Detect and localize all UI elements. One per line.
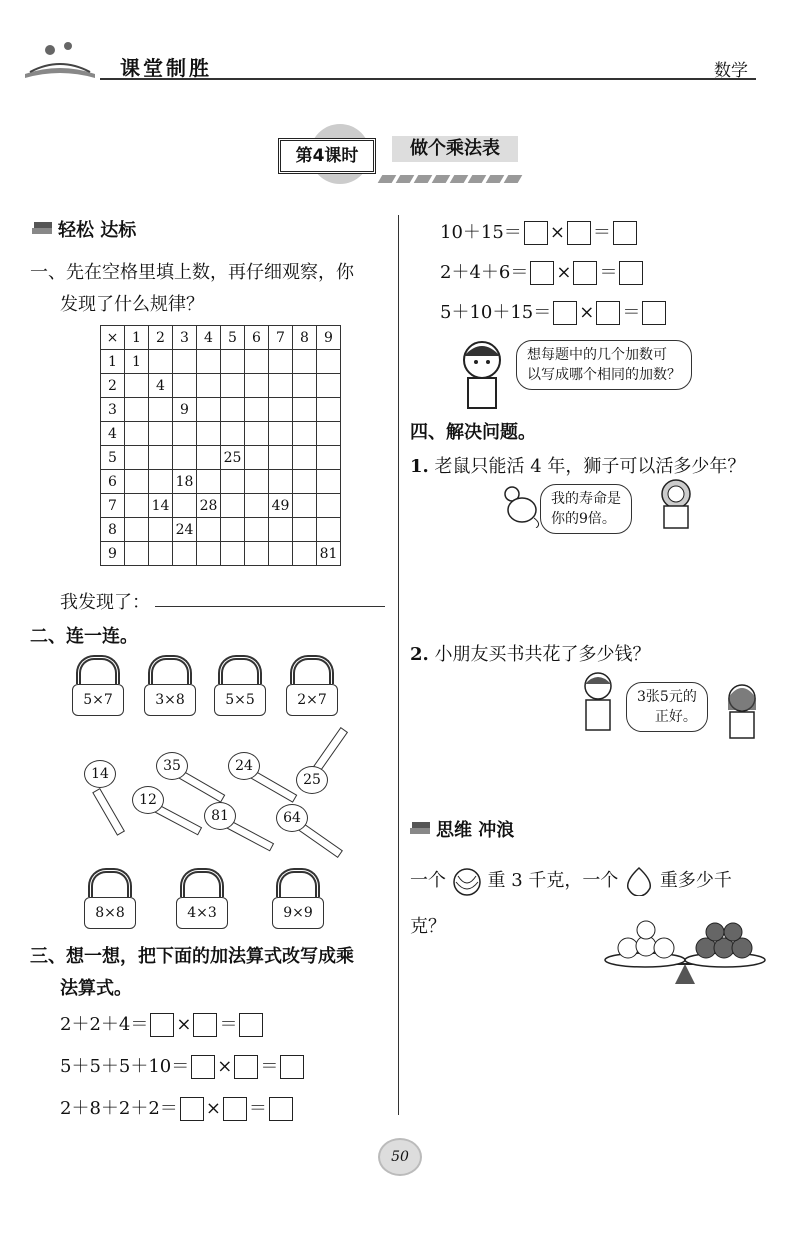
table-cell[interactable] [221,518,245,542]
table-cell[interactable] [197,542,221,566]
table-row-header: 3 [101,398,125,422]
table-cell[interactable] [245,398,269,422]
table-cell[interactable] [269,350,293,374]
seller-bubble [626,682,708,732]
table-cell[interactable] [293,518,317,542]
key[interactable] [204,802,236,830]
table-cell[interactable] [149,446,173,470]
table-cell[interactable] [269,446,293,470]
answer-box[interactable] [150,1013,174,1037]
section-title-thinking: 思维 冲浪 [436,820,515,841]
key-label: 64 [276,804,308,832]
equation-text: 5＋5＋5＋10＝ [60,1056,190,1077]
table-cell[interactable] [317,494,341,518]
problem3-line1 [410,866,732,896]
table-cell[interactable] [293,446,317,470]
table-cell[interactable] [245,422,269,446]
lock-label: 5×7 [72,684,124,716]
answer-box[interactable] [642,301,666,325]
q1-line1: 一、先在空格里填上数，再仔细观察，你 [30,262,354,283]
table-cell[interactable] [317,398,341,422]
table-cell[interactable] [173,350,197,374]
answer-box[interactable] [619,261,643,285]
table-cell[interactable] [221,422,245,446]
lock[interactable] [144,655,196,716]
lion-bubble [540,484,632,534]
lock[interactable] [214,655,266,716]
table-cell[interactable] [245,494,269,518]
q4-title: 四、解决问题。 [410,422,536,443]
table-row-header: 8 [101,518,125,542]
table-cell[interactable] [197,374,221,398]
table-cell[interactable] [221,494,245,518]
equation-text: 2＋8＋2＋2＝ [60,1098,178,1119]
answer-box[interactable] [524,221,548,245]
table-cell[interactable] [269,422,293,446]
table-cell: 28 [197,494,221,518]
answer-box[interactable] [280,1055,304,1079]
table-row-header: 5 [101,446,125,470]
table-row-header: 6 [101,470,125,494]
lion-bubble-line2: 你的9倍。 [551,511,616,527]
equation-text: 10＋15＝ [440,222,522,243]
table-cell[interactable] [197,518,221,542]
table-cell[interactable] [269,398,293,422]
table-cell[interactable] [245,350,269,374]
page-number: 50 [378,1138,422,1176]
table-cell[interactable] [317,470,341,494]
book-icon [20,36,100,80]
equation-text: 2＋2＋4＝ [60,1014,149,1035]
lock[interactable] [72,655,124,716]
problem3-text-b: 重 3 千克，一个 [487,870,619,891]
table-cell[interactable] [173,542,197,566]
header-logo [20,36,100,80]
books-icon [30,218,54,242]
section-title-easy: 轻松 达标 [58,220,137,241]
q3-line1: 三、想一想，把下面的加法算式改写成乘 [30,946,354,967]
table-cell[interactable] [293,374,317,398]
hint-bubble [516,340,692,390]
lock-label: 4×3 [176,897,228,929]
key-label: 14 [84,760,116,788]
problem3-text-a: 一个 [410,870,446,891]
problem2 [410,640,651,666]
table-header-cell: × [101,326,125,350]
table-cell[interactable] [245,518,269,542]
table-cell: 81 [317,542,341,566]
header-title: 课堂制胜 [120,56,212,80]
table-cell[interactable] [221,398,245,422]
problem1-text: 老鼠只能活 4 年，狮子可以活多少年？ [434,456,746,477]
equation-row: 5＋5＋5＋10＝ × ＝ [60,1052,306,1079]
key[interactable] [84,760,116,788]
table-cell[interactable] [221,350,245,374]
problem3-text-c: 重多少千 [659,870,732,891]
key-label: 12 [132,786,164,814]
table-header-cell: 8 [293,326,317,350]
answer-box[interactable] [234,1055,258,1079]
key[interactable] [276,804,308,832]
table-header-cell: 2 [149,326,173,350]
answer-box[interactable] [553,301,577,325]
table-cell[interactable] [197,398,221,422]
table-row [101,422,341,446]
answer-box[interactable] [573,261,597,285]
table-cell[interactable] [245,446,269,470]
table-cell[interactable] [245,374,269,398]
q2-title: 二、连一连。 [30,626,138,647]
table-row [101,446,341,470]
table-cell[interactable] [221,542,245,566]
equation-row: 2＋2＋4＝ × ＝ [60,1010,265,1037]
lock-label: 2×7 [286,684,338,716]
table-cell[interactable] [125,518,149,542]
table-row [101,398,341,422]
equation-text: 2＋4＋6＝ [440,262,529,283]
lock[interactable] [176,868,228,929]
column-divider [398,215,399,1115]
table-cell[interactable] [269,470,293,494]
table-cell[interactable] [317,374,341,398]
table-cell[interactable] [293,494,317,518]
lion-bubble-line1: 我的寿命是 [551,491,621,507]
table-cell[interactable] [149,350,173,374]
table-cell[interactable] [245,542,269,566]
lock[interactable] [286,655,338,716]
problem1-number: 1. [410,456,429,477]
key[interactable] [228,752,260,780]
table-cell[interactable] [293,542,317,566]
table-cell[interactable] [125,494,149,518]
table-cell: 25 [221,446,245,470]
equation-row: 2＋8＋2＋2＝ × ＝ [60,1094,295,1121]
header-subject: 数学 [714,61,748,81]
boy-illustration [576,670,620,738]
table-cell[interactable] [221,374,245,398]
equation-row: 10＋15＝ × ＝ [440,218,639,245]
watermelon-icon [452,866,482,896]
answer-box[interactable] [613,221,637,245]
key-label: 24 [228,752,260,780]
lock-label: 5×5 [214,684,266,716]
key-label: 81 [204,802,236,830]
table-row [101,518,341,542]
lock[interactable] [272,868,324,929]
table-cell[interactable] [149,398,173,422]
problem1 [410,452,745,478]
table-cell[interactable] [269,374,293,398]
table-cell[interactable] [173,494,197,518]
lesson-name: 做个乘法表 [392,136,518,162]
answer-box[interactable] [191,1055,215,1079]
lock[interactable] [84,868,136,929]
table-cell[interactable] [269,518,293,542]
table-cell: 14 [149,494,173,518]
table-row-header: 4 [101,422,125,446]
table-header-cell: 7 [269,326,293,350]
table-cell[interactable] [317,518,341,542]
table-header-cell: 9 [317,326,341,350]
table-header-cell: 1 [125,326,149,350]
table-cell[interactable] [317,422,341,446]
answer-box[interactable] [180,1097,204,1121]
table-header-row [101,326,341,350]
lesson-number: 第4课时 [278,138,376,174]
equation-row: 2＋4＋6＝ × ＝ [440,258,645,285]
problem2-text: 小朋友买书共花了多少钱？ [434,644,651,665]
found-label: 我发现了： [60,592,150,613]
table-cell: 49 [269,494,293,518]
table-cell[interactable] [269,542,293,566]
answer-box[interactable] [530,261,554,285]
table-row [101,350,341,374]
table-cell[interactable] [173,446,197,470]
table-cell[interactable] [173,374,197,398]
table-cell[interactable] [317,350,341,374]
key[interactable] [156,752,188,780]
table-cell[interactable] [125,470,149,494]
answer-box[interactable] [193,1013,217,1037]
multiplication-table [100,325,341,566]
table-cell[interactable] [245,470,269,494]
table-row [101,542,341,566]
table-cell[interactable] [125,422,149,446]
table-cell[interactable] [221,470,245,494]
table-row-header: 1 [101,350,125,374]
table-cell[interactable] [149,470,173,494]
mouse-illustration [500,484,544,532]
equation-text: 5＋10＋15＝ [440,302,552,323]
table-cell[interactable] [293,422,317,446]
table-row [101,470,341,494]
girl-illustration [722,680,762,744]
table-row-header: 9 [101,542,125,566]
lion-illustration [656,478,696,534]
table-cell[interactable] [125,374,149,398]
hint-line1: 想每题中的几个加数可 [527,347,667,363]
pomelo-icon [624,866,654,896]
table-cell[interactable] [197,350,221,374]
table-row-header: 7 [101,494,125,518]
answer-box[interactable] [596,301,620,325]
q1-line2: 发现了什么规律？ [60,294,204,315]
table-cell: 18 [173,470,197,494]
table-header-cell: 6 [245,326,269,350]
table-cell[interactable] [293,470,317,494]
table-row-header: 2 [101,374,125,398]
table-cell[interactable] [317,446,341,470]
key[interactable] [296,766,328,794]
table-header-cell: 5 [221,326,245,350]
balance-scale-illustration [600,912,770,996]
key-label: 35 [156,752,188,780]
table-cell: 24 [173,518,197,542]
table-cell[interactable] [293,398,317,422]
problem2-number: 2. [410,644,429,665]
table-cell[interactable] [125,446,149,470]
table-cell[interactable] [149,422,173,446]
table-cell: 4 [149,374,173,398]
table-row [101,374,341,398]
header-divider [100,78,756,80]
table-row [101,494,341,518]
table-cell[interactable] [197,470,221,494]
key[interactable] [132,786,164,814]
table-cell: 1 [125,350,149,374]
seller-bubble-line2: 正好。 [654,709,697,725]
hint-line2: 以写成哪个相同的加数？ [527,367,681,383]
lock-label: 3×8 [144,684,196,716]
answer-box[interactable] [223,1097,247,1121]
problem3-line2: 克？ [410,916,446,937]
found-answer-line[interactable] [155,606,385,607]
lock-label: 8×8 [84,897,136,929]
table-cell[interactable] [197,422,221,446]
q3-line2: 法算式。 [60,978,132,999]
table-cell[interactable] [197,446,221,470]
table-cell[interactable] [125,542,149,566]
answer-box[interactable] [567,221,591,245]
table-cell[interactable] [149,542,173,566]
table-header-cell: 4 [197,326,221,350]
table-cell[interactable] [125,398,149,422]
answer-box[interactable] [269,1097,293,1121]
lock-label: 9×9 [272,897,324,929]
answer-box[interactable] [239,1013,263,1037]
table-cell[interactable] [173,422,197,446]
table-cell[interactable] [293,350,317,374]
seller-bubble-line1: 3张5元的 [637,689,697,705]
boy-thinking-illustration [456,338,512,414]
table-cell[interactable] [149,518,173,542]
table-header-cell: 3 [173,326,197,350]
equation-row: 5＋10＋15＝ × ＝ [440,298,668,325]
table-cell: 9 [173,398,197,422]
books-icon [408,818,432,842]
key-label: 25 [296,766,328,794]
title-stripes [380,168,530,178]
